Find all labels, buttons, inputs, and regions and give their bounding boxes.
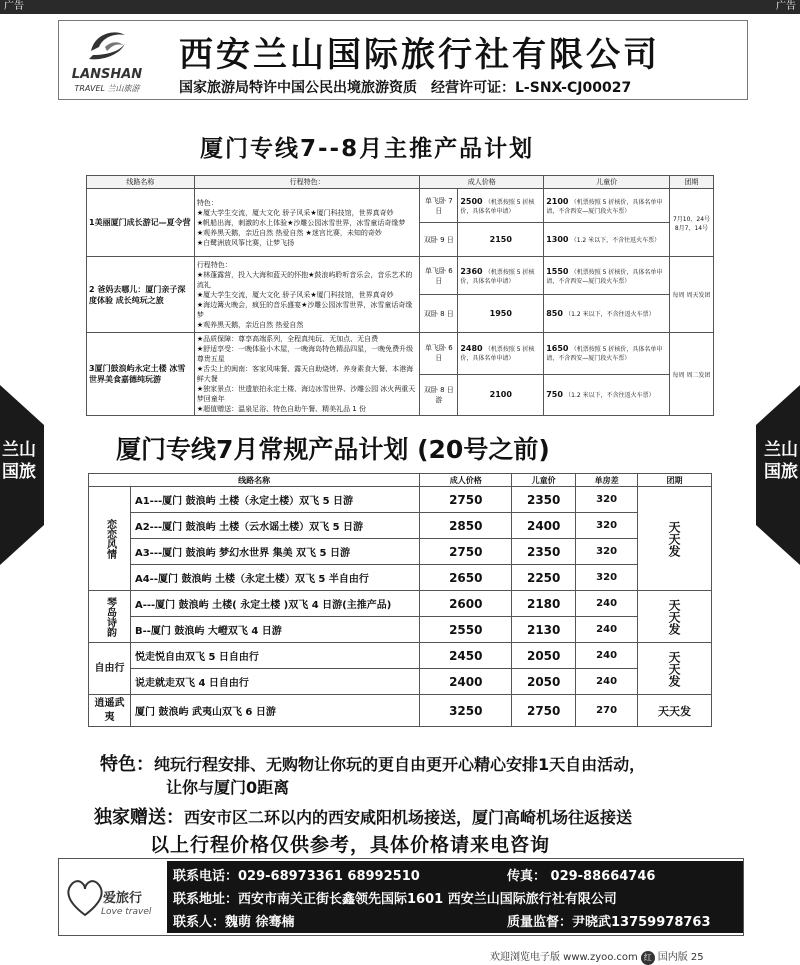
contact-supervisor: 质量监督：尹晓武13759978763: [507, 915, 711, 930]
child-price: 2350: [512, 539, 576, 565]
adult-price: 3250: [420, 695, 512, 727]
company-name: 西安兰山国际旅行社有限公司: [179, 35, 660, 75]
group-name: 逍遥武夷: [89, 695, 131, 727]
child-value: 850: [546, 309, 563, 318]
price-value: 2100: [489, 390, 512, 400]
adult-price: [458, 223, 544, 257]
price-value: 2480: [460, 344, 483, 354]
contact-address: 联系地址：西安市南关正街长鑫领先国际1601 西安兰山国际旅行社有限公司: [173, 892, 617, 907]
adult-price: 2750: [420, 487, 512, 513]
product-name: 3厦门鼓浪屿永定土楼 冰雪世界美食嘉德纯玩游: [87, 333, 195, 416]
features-line-1: [100, 750, 645, 776]
feature-line: 特色：: [196, 198, 218, 207]
route-name: A3---厦门 鼓浪屿 梦幻水世界 集美 双飞 5 日游: [130, 539, 419, 565]
child-price: 2050: [512, 643, 576, 669]
child-value: 1300: [546, 235, 569, 244]
child-price: 2350: [512, 487, 576, 513]
price-note: （机票按照 5 折核价，具体名单申请）: [460, 346, 535, 363]
child-price: 2050: [512, 669, 576, 695]
feature-line: ★帆船出海，刺激的水上体验★沙雕公园冰雪世界，冰雪童话奇缘梦: [196, 218, 406, 227]
price-note: 以上行程价格仅供参考，具体价格请来电咨询: [150, 834, 551, 856]
col-child-price: 儿童价: [544, 176, 670, 189]
col-child-price: 儿童价: [512, 474, 576, 487]
love-travel-subtitle: Love travel: [101, 907, 152, 917]
adult-price: [458, 257, 544, 295]
feature-line: ★超值赠送：温泉足浴、特色自助午餐、精美礼品 1 份: [196, 405, 366, 413]
price-note: （机票按照 5 折核价，具体名单申请）: [460, 198, 535, 215]
route-name: A---厦门 鼓浪屿 土楼( 永定土楼 )双飞 4 日游(主推产品): [130, 591, 419, 617]
route-name: 说走就走双飞 4 日自由行: [130, 669, 419, 695]
feature-line: ★品质保障：尊享高端系列，全程真纯玩、无加点、无自费: [196, 335, 379, 343]
child-note: （1.2 米以下，不含往返火车票）: [565, 392, 655, 400]
child-note: （机票按照 5 折核价，具体名单申请，不含西安—厦门段火车票）: [546, 198, 663, 215]
contact-box: [58, 858, 744, 936]
child-price: 2750: [512, 695, 576, 727]
group-name: 自由行: [89, 643, 131, 695]
ad-label-left: 广告: [4, 1, 24, 12]
trip-type: 单飞卧 6 日: [420, 257, 458, 295]
price-value: 2500: [460, 196, 483, 206]
heart-icon: [65, 875, 105, 919]
product-name: 1美丽厦门成长游记—夏令营: [87, 189, 195, 257]
contact-fax: 传真： 029-88664746: [507, 869, 656, 884]
child-price: 2130: [512, 617, 576, 643]
child-note: （机票按照 5 折核价，具体名单申请，不含西安—厦门段火车票）: [546, 268, 663, 285]
child-value: 1650: [546, 344, 569, 354]
table-row: [89, 539, 712, 565]
child-price: [544, 333, 670, 375]
col-route: 线路名称: [87, 176, 195, 189]
logo-english: LANSHAN: [71, 67, 143, 82]
single-supplement: 270: [576, 695, 638, 727]
col-dates: 团期: [638, 474, 712, 487]
tour-dates: 7月10、24号 8月7、14号: [670, 189, 714, 257]
table-row: [89, 487, 712, 513]
group-name: 恋恋风情: [89, 487, 131, 591]
table-header-row: [87, 176, 714, 189]
col-dates: 团期: [670, 176, 714, 189]
table-row: [87, 333, 714, 375]
child-price: [544, 223, 670, 257]
features-label: 特色：: [100, 754, 154, 775]
gift-text: 西安市区二环以内的西安咸阳机场接送，厦门高崎机场往返接送: [184, 808, 633, 827]
table-row: [87, 257, 714, 295]
trip-type: 双卧 9 日: [420, 223, 458, 257]
adult-price: 2400: [420, 669, 512, 695]
group-name: 琴岛诗韵: [89, 591, 131, 643]
col-adult-price: 成人价格: [420, 176, 544, 189]
child-note: （1.2 米以下，不含往返火车票）: [570, 237, 661, 244]
love-travel-logo: [65, 869, 161, 929]
single-supplement: 320: [576, 513, 638, 539]
product-features: [194, 333, 420, 416]
regular-products-table: [88, 473, 712, 727]
gift-line: [94, 803, 632, 829]
adult-price: 2850: [420, 513, 512, 539]
single-supplement: 320: [576, 539, 638, 565]
side-tab-left-label: 兰山国旅: [2, 440, 36, 482]
price-note: （机票按照 5 折核价，具体名单申请）: [460, 268, 535, 285]
child-price: [544, 189, 670, 223]
child-value: 2100: [546, 196, 569, 206]
side-tab-right: [756, 385, 800, 565]
feature-line: ★林蓬露营，投入大海和蓝天的怀抱★鼓浪屿聆听音乐会，音乐艺术的流礼: [196, 270, 413, 289]
price-value: 2360: [460, 266, 483, 276]
section1-title: 厦门专线7--8月主推产品计划: [200, 136, 535, 162]
child-note: （1.2 米以下，不含往返火车票）: [565, 311, 655, 318]
contact-info: [167, 861, 743, 933]
child-price: 2250: [512, 565, 576, 591]
footer-text: 欢迎浏览电子版 www.zyoo.com: [490, 952, 638, 963]
company-logo: [67, 25, 147, 95]
child-value: 750: [546, 390, 563, 400]
feature-line: ★厦大学生交流，厦大文化 骄子风采★厦门科技馆，世界真奇妙: [196, 290, 394, 299]
route-name: A4--厦门 鼓浪屿 土楼（永定土楼）双飞 5 半自由行: [130, 565, 419, 591]
adult-price: 2600: [420, 591, 512, 617]
features-text: 纯玩行程安排、无购物让你玩的更自由更开心精心安排1天自由活动，: [154, 755, 646, 774]
license-org: 国家旅游局特许中国公民出境旅游资质: [179, 80, 417, 96]
single-supplement: 320: [576, 565, 638, 591]
child-price: [544, 374, 670, 416]
adult-price: 2450: [420, 643, 512, 669]
feature-line: ★海边篝火晚会，疯狂的音乐盛宴★沙雕公园冰雪世界，冰雪童话奇缘梦: [196, 300, 413, 319]
child-note: （机票按照 5 折核价，具体名单申请，不含西安—厦门段火车票）: [546, 346, 663, 363]
table-row: [89, 617, 712, 643]
logo-subtitle: TRAVEL 兰山旅游: [74, 84, 140, 93]
header: [58, 20, 748, 100]
feature-line: 行程特色：: [196, 260, 232, 269]
feature-line: ★白鹭洲放风筝比赛，让梦飞扬: [196, 238, 295, 247]
group-dates: 天天发: [638, 643, 712, 695]
adult-price: [458, 189, 544, 223]
side-tab-left: [0, 385, 44, 565]
trip-type: 双卧 8 日游: [420, 374, 458, 416]
product-name: 2 爸妈去哪儿：厦门亲子深度体验 成长纯玩之旅: [87, 257, 195, 333]
feature-line: ★观养黑天鹅，亲近自然 热爱自然 ★迷宫比赛，未知的奇妙: [196, 228, 382, 237]
price-value: 1950: [489, 309, 512, 318]
col-features: 行程特色：: [194, 176, 420, 189]
route-name: A2---厦门 鼓浪屿 土楼（云水谣土楼）双飞 5 日游: [130, 513, 419, 539]
love-travel-title: 爱旅行: [103, 891, 143, 906]
top-ad-strip: [0, 0, 800, 14]
edition-badge: 红: [641, 951, 655, 965]
table-row: [87, 189, 714, 223]
trip-type: 双卧 8 日: [420, 295, 458, 333]
child-value: 1550: [546, 266, 569, 276]
group-dates: 天天发: [638, 695, 712, 727]
route-name: 厦门 鼓浪屿 武夷山双飞 6 日游: [130, 695, 419, 727]
table-header-row: [89, 474, 712, 487]
single-supplement: 240: [576, 617, 638, 643]
col-route: 线路名称: [89, 474, 420, 487]
adult-price: 2750: [420, 539, 512, 565]
tour-dates: 每周 周二发团: [670, 333, 714, 416]
table-row: [89, 695, 712, 727]
feature-line: ★观养黑天鹅，亲近自然 热爱自然: [196, 320, 304, 329]
child-price: [544, 257, 670, 295]
ad-label-right: 广告: [776, 1, 796, 12]
table-row: [89, 565, 712, 591]
adult-price: [458, 374, 544, 416]
group-dates: 天天发: [638, 487, 712, 591]
main-products-table: [86, 175, 714, 416]
lanshan-logo-icon: [85, 25, 129, 65]
child-price: 2180: [512, 591, 576, 617]
table-row: [89, 643, 712, 669]
single-supplement: 240: [576, 591, 638, 617]
side-tab-right-label: 兰山国旅: [764, 440, 798, 482]
col-single-supplement: 单房差: [576, 474, 638, 487]
route-name: B--厦门 鼓浪屿 大嶝双飞 4 日游: [130, 617, 419, 643]
license-line: [179, 77, 631, 97]
table-row: [89, 591, 712, 617]
adult-price: [458, 333, 544, 375]
trip-type: 单飞卧 7 日: [420, 189, 458, 223]
route-name: 悦走悦自由双飞 5 日自由行: [130, 643, 419, 669]
features-line-2: 让你与厦门0距离: [166, 778, 290, 797]
child-price: 2400: [512, 513, 576, 539]
single-supplement: 320: [576, 487, 638, 513]
product-features: [194, 189, 420, 257]
footer-edition: 国内版 25: [657, 952, 704, 963]
gift-label: 独家赠送：: [94, 807, 184, 828]
adult-price: 2550: [420, 617, 512, 643]
feature-line: ★厦大学生交流，厦大文化 骄子风采★厦门科技馆，世界真奇妙: [196, 208, 394, 217]
adult-price: [458, 295, 544, 333]
contact-phone: 联系电话：029-68973361 68992510: [173, 869, 420, 884]
license-number: 经营许可证：L-SNX-CJ00027: [431, 80, 632, 96]
product-features: [194, 257, 420, 333]
tour-dates: 每周 周天发团: [670, 257, 714, 333]
price-value: 2150: [489, 235, 512, 244]
section2-title: 厦门专线7月常规产品计划 (20号之前): [116, 435, 550, 464]
adult-price: 2650: [420, 565, 512, 591]
child-price: [544, 295, 670, 333]
trip-type: 单飞卧 6 日: [420, 333, 458, 375]
route-name: A1---厦门 鼓浪屿 土楼（永定土楼）双飞 5 日游: [130, 487, 419, 513]
feature-line: ★舒适享受：一晚体验小木屋，一晚海岛特色精品四星，一晚免费升级尊贵五星: [196, 345, 414, 363]
table-row: [89, 513, 712, 539]
col-adult-price: 成人价格: [420, 474, 512, 487]
group-dates: 天天发: [638, 591, 712, 643]
table-row: [89, 669, 712, 695]
feature-line: ★舌尖上的闽南：客家风味餐、露天自助烧烤、养身素食大餐、本港海鲜大餐: [196, 365, 414, 383]
page-footer: [490, 948, 704, 965]
single-supplement: 240: [576, 643, 638, 669]
feature-line: ★独家景点：世遗旅拍永定土楼、海边冰雪世界、沙雕公园 冰火两重天 梦回童年: [196, 385, 416, 403]
single-supplement: 240: [576, 669, 638, 695]
contact-person: 联系人：魏萌 徐骞楠: [173, 915, 295, 930]
